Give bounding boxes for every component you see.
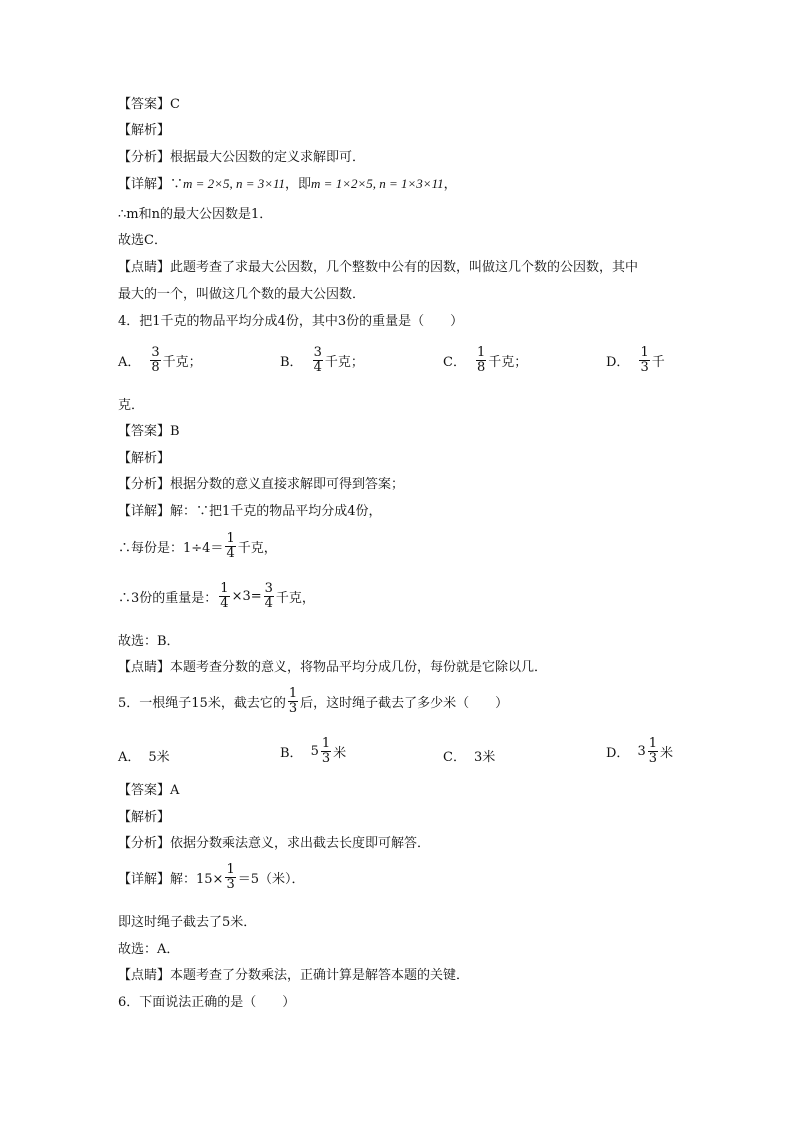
q4-step-2-fraction-2: [264, 582, 274, 611]
q3-expr-1: m = 2×5, n = 3×11: [183, 176, 286, 191]
q5-option-b-den: 3: [321, 751, 331, 766]
q4-dianjing: 【点睛】本题考查分数的意义，将物品平均分成几份，每份就是它除以几．: [118, 660, 548, 675]
q4-step-1-fraction: [225, 532, 235, 561]
q4-option-a-num: 3: [151, 345, 160, 360]
q5-option-d-fraction: [648, 737, 658, 766]
q5-xiangjie-den: 3: [226, 877, 235, 892]
q5-stem-num: 1: [288, 686, 298, 701]
q4-option-d-label: D．: [606, 355, 630, 370]
q5-stem-a: 5．一根绳子15米，截去它的: [118, 696, 286, 711]
q5-stem: [118, 687, 508, 716]
q6-stem: 6．下面说法正确的是（ ）: [118, 995, 296, 1010]
q4-analysis-heading: 【解析】: [118, 451, 171, 466]
q5-option-b-whole: 5: [310, 744, 319, 759]
q5-option-d-whole: 3: [637, 744, 646, 759]
q3-dianjing-line-1: 【点睛】此题考查了求最大公因数，几个整数中公有的因数，叫做这几个数的公因数，其中: [118, 260, 639, 275]
q3-analysis-heading: 【解析】: [118, 123, 171, 138]
q4-option-a-den: 8: [151, 360, 160, 375]
q5-analysis-heading: 【解析】: [118, 810, 171, 825]
q5-xiangjie-num: 1: [226, 862, 235, 877]
q4-xiangjie: 【详解】解：∵把1千克的物品平均分成4份，: [118, 504, 382, 519]
q4-option-wrap: 克．: [118, 398, 145, 413]
q4-step-2-unit: 千克，: [275, 591, 315, 606]
q5-option-b: [280, 737, 346, 766]
q3-expr-2: m = 1×2×5, n = 1×3×11: [311, 176, 444, 191]
q4-option-b-num: 3: [313, 345, 322, 360]
q5-option-d: [606, 737, 673, 766]
q4-step-2-fraction-1: [219, 582, 229, 611]
q5-fenxi: 【分析】依据分数乘法意义，求出截去长度即可解答．: [118, 836, 431, 851]
q5-xiangjie-fraction: [225, 863, 235, 892]
q5-option-a: [118, 746, 170, 765]
q4-option-b-unit: 千克；: [324, 355, 364, 370]
q5-xiangjie-prefix: 【详解】解：15×: [118, 872, 224, 887]
q3-choice: 故选C．: [118, 233, 167, 248]
q4-option-d-den: 3: [640, 360, 649, 375]
q5-option-c-text: 3米: [473, 750, 496, 765]
q4-option-d: [606, 346, 665, 375]
q4-step-1-num: 1: [226, 531, 235, 546]
q5-option-c: [443, 746, 495, 765]
q5-dianjing: 【点睛】本题考查了分数乘法，正确计算是解答本题的关键．: [118, 968, 470, 983]
q5-stem-den: 3: [288, 701, 298, 716]
q5-option-c-label: C．: [443, 750, 466, 765]
q5-xiangjie: [118, 863, 305, 892]
q4-step-1: [118, 532, 277, 561]
q5-option-d-den: 3: [648, 751, 657, 766]
q4-step-2-num-2: 3: [264, 581, 273, 596]
q4-option-b-label: B．: [280, 355, 303, 370]
q4-choice: 故选：B．: [118, 634, 180, 649]
q5-option-d-mixed-number: [637, 737, 660, 766]
q4-option-b-fraction: [313, 346, 323, 375]
q4-answer: 【答案】B: [118, 424, 180, 439]
q4-option-c-den: 8: [476, 360, 486, 375]
q4-option-a-fraction: [150, 346, 160, 375]
q5-option-b-mixed-number: [311, 737, 334, 766]
q5-option-d-label: D．: [606, 746, 630, 761]
q3-fenxi: 【分析】根据最大公因数的定义求解即可．: [118, 150, 366, 165]
q4-step-2-den-1: 4: [220, 596, 229, 611]
q4-option-a-label: A．: [118, 355, 141, 370]
q4-step-2-operator: ×3=: [231, 589, 262, 604]
q4-option-d-num: 1: [640, 345, 649, 360]
q4-step-2: [118, 582, 315, 611]
q5-option-d-unit: 米: [660, 746, 674, 761]
q5-stem-fraction: [288, 687, 298, 716]
q4-fenxi: 【分析】根据分数的意义直接求解即可得到答案；: [118, 477, 405, 492]
q4-step-2-prefix: ∴3份的重量是：: [118, 591, 218, 606]
q4-step-1-unit: 千克，: [237, 541, 277, 556]
q5-choice: 故选：A．: [118, 942, 180, 957]
q4-option-d-fraction: [639, 346, 649, 375]
q4-stem: 4．把1千克的物品平均分成4份，其中3份的重量是（ ）: [118, 314, 464, 329]
q5-sentence: 即这时绳子截去了5米．: [118, 915, 257, 930]
q4-step-1-prefix: ∴每份是：1÷4＝: [118, 541, 224, 556]
q3-conclusion: ∴m和n的最大公因数是1．: [118, 207, 273, 222]
q3-xiangjie-prefix: 【详解】∵: [118, 177, 184, 192]
q5-option-b-unit: 米: [333, 746, 347, 761]
q5-option-a-label: A．: [118, 750, 141, 765]
q3-xiangjie: [118, 176, 457, 193]
q4-option-b-den: 4: [313, 360, 322, 375]
q5-option-b-num: 1: [321, 736, 331, 751]
q4-step-1-den: 4: [226, 546, 235, 561]
q4-option-c: [443, 346, 527, 375]
q5-option-b-label: B．: [280, 746, 303, 761]
q5-option-b-fraction: [321, 737, 331, 766]
q5-option-a-text: 5米: [148, 750, 170, 765]
q4-option-c-num: 1: [476, 345, 486, 360]
q5-stem-b: 后，这时绳子截去了多少米（ ）: [300, 696, 509, 711]
q4-option-d-unit: 千: [651, 355, 665, 370]
q4-option-a-unit: 千克；: [162, 355, 202, 370]
q4-step-2-num-1: 1: [220, 581, 229, 596]
q3-dianjing-line-2: 最大的一个，叫做这几个数的最大公因数．: [118, 287, 366, 302]
q5-xiangjie-end: ＝5（米）．: [237, 872, 305, 887]
q4-step-2-den-2: 4: [264, 596, 273, 611]
q4-option-a: [118, 346, 202, 375]
q5-option-d-num: 1: [648, 736, 657, 751]
q3-xiangjie-end: ，: [443, 177, 457, 192]
q3-xiangjie-mid: ，即: [285, 177, 312, 192]
q4-option-c-fraction: [476, 346, 486, 375]
q4-option-b: [280, 346, 364, 375]
q5-answer: 【答案】A: [118, 783, 180, 798]
q4-option-c-label: C．: [443, 355, 466, 370]
q4-option-c-unit: 千克；: [488, 355, 528, 370]
q3-answer: 【答案】C: [118, 97, 180, 112]
